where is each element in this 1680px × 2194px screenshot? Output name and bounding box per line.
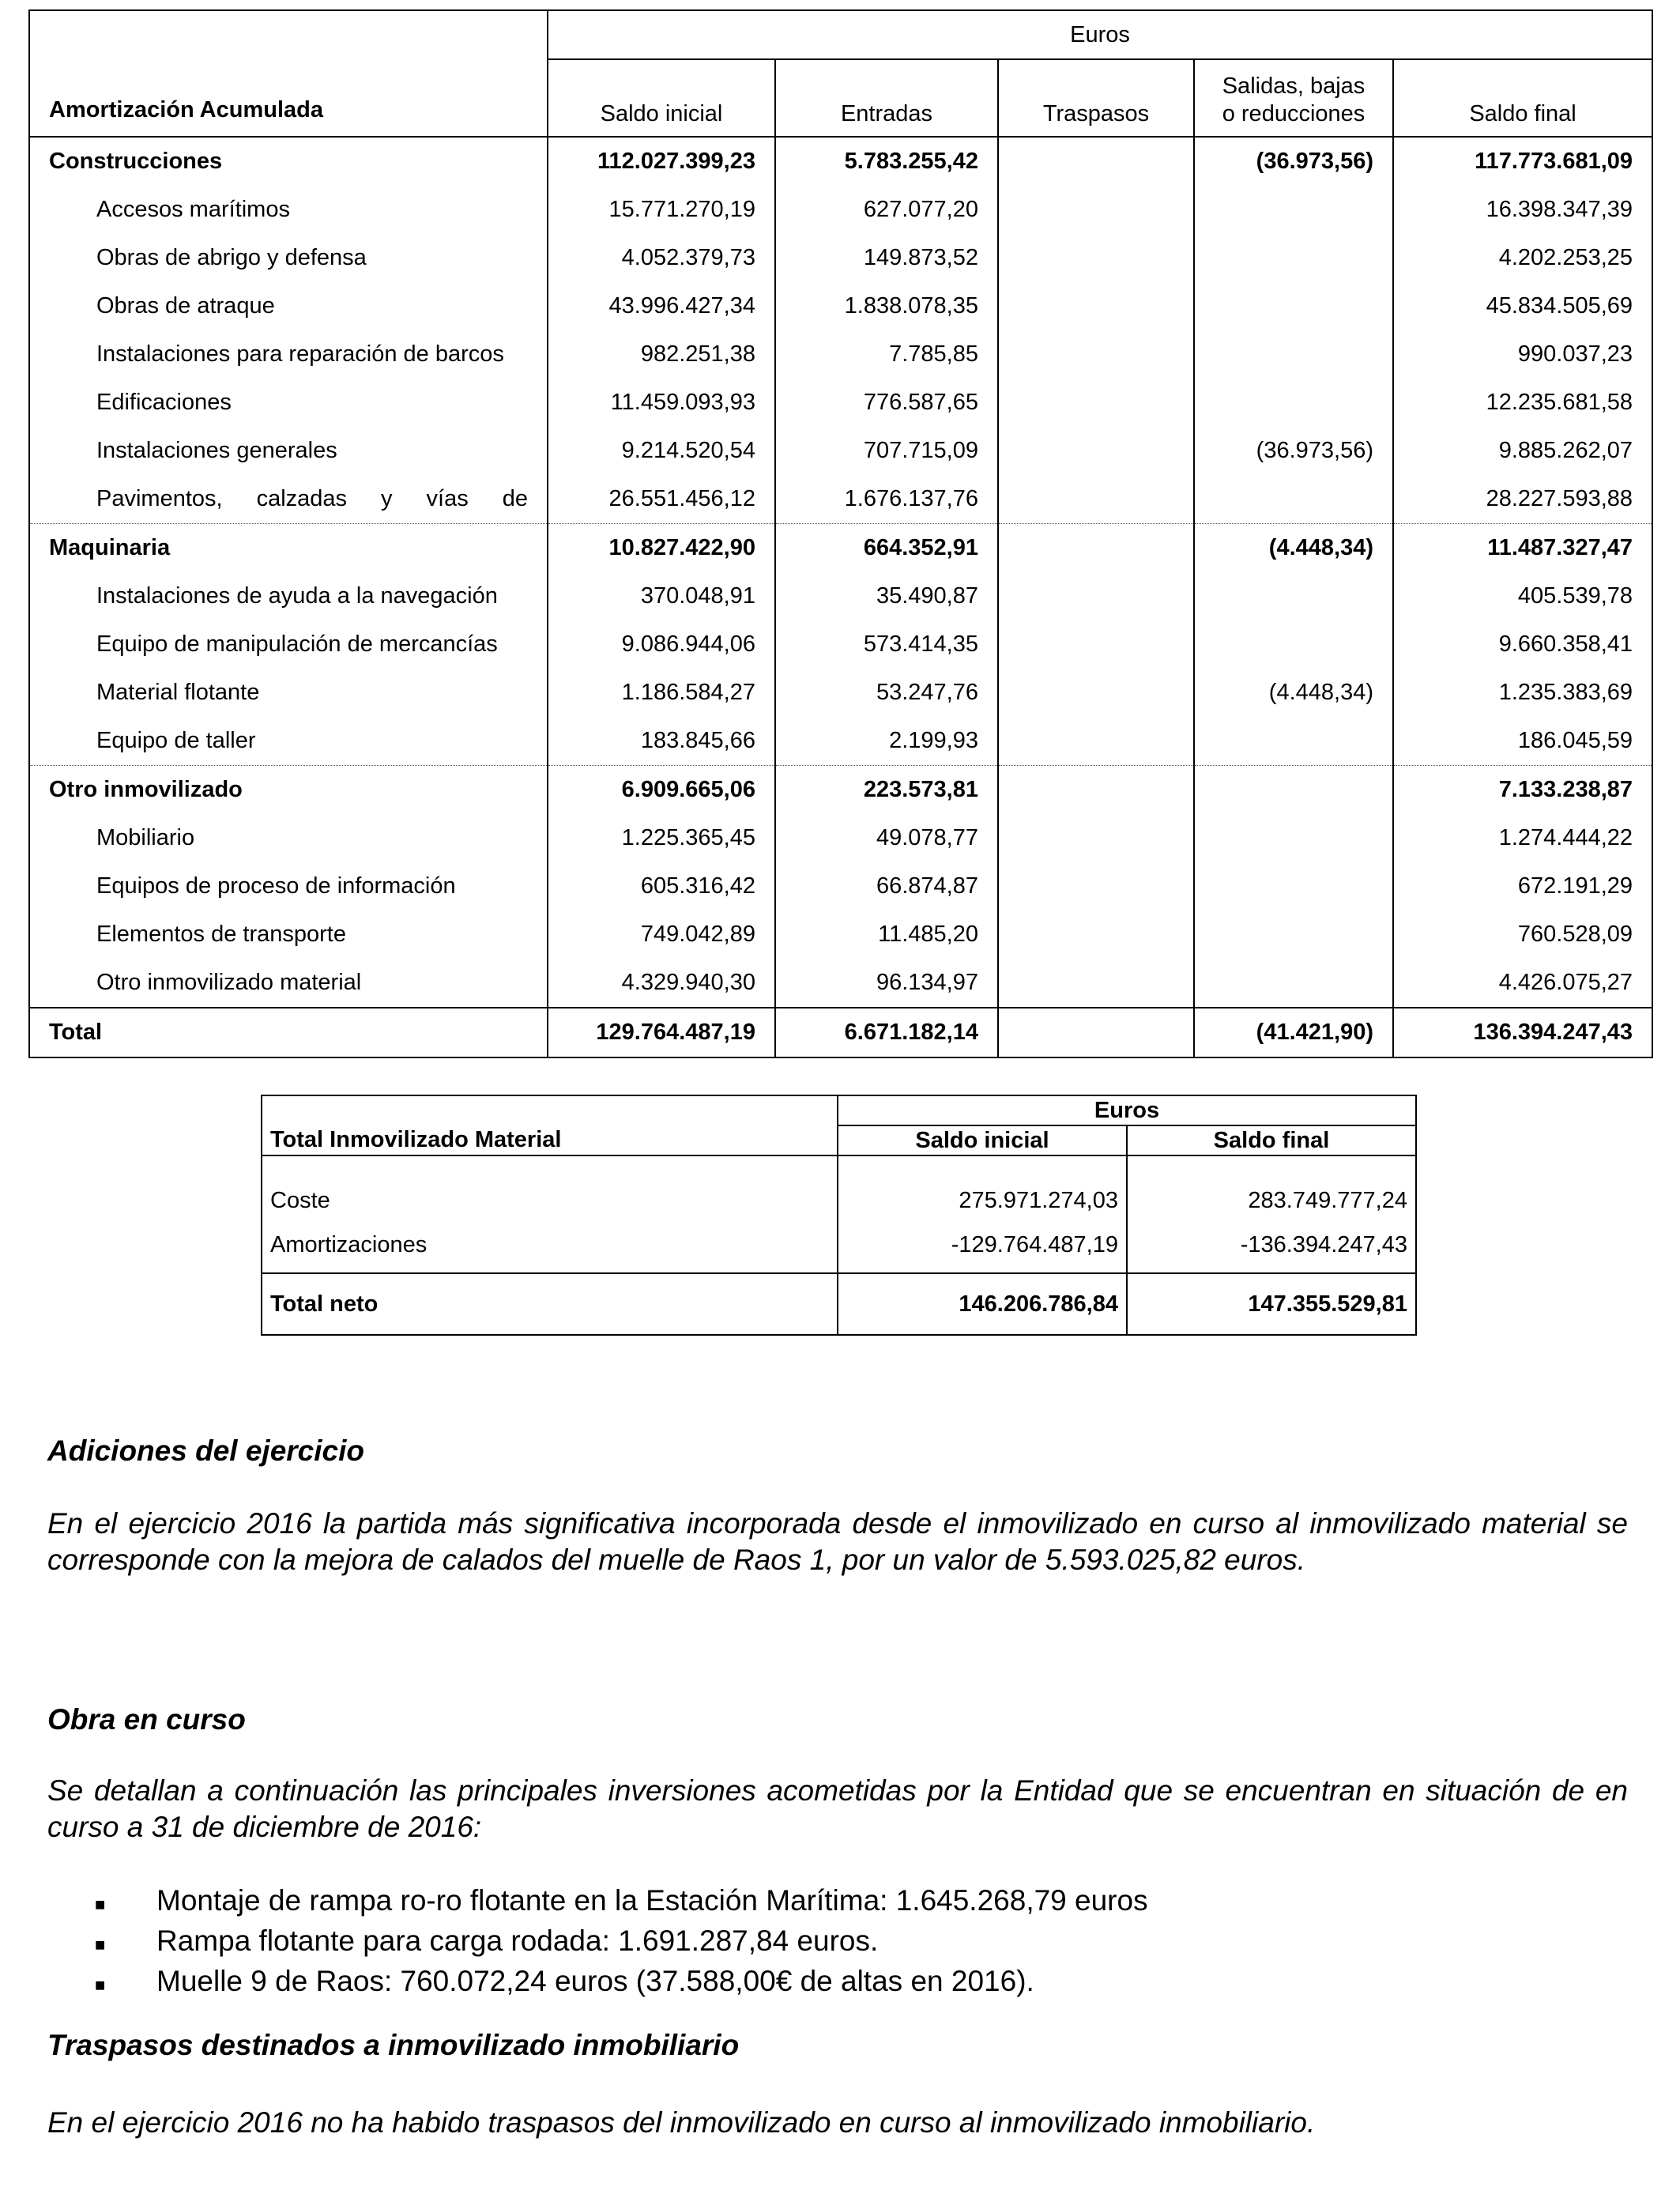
table-cell: 1.186.584,27 — [548, 669, 775, 717]
table-cell — [998, 379, 1194, 427]
table-cell — [1194, 717, 1393, 766]
table-cell: 96.134,97 — [775, 959, 998, 1008]
amortization-header-row-1 — [29, 10, 1652, 59]
table-row — [29, 427, 1652, 475]
row-label-word: de — [502, 486, 528, 511]
amortization-row-label-header: Amortización Acumulada — [29, 10, 548, 137]
table-cell: 1.838.078,35 — [775, 282, 998, 330]
table-cell — [1194, 910, 1393, 959]
amortization-table-body — [29, 137, 1652, 1057]
column-header: Traspasos — [998, 59, 1194, 137]
summary-row — [262, 1217, 1416, 1273]
row-label-word: Pavimentos, — [96, 486, 223, 511]
table-cell: (4.448,34) — [1194, 669, 1393, 717]
summary-row-label: Coste — [262, 1155, 838, 1217]
table-cell: 1.274.444,22 — [1393, 814, 1652, 862]
row-label: Otro inmovilizado — [29, 766, 548, 815]
table-row — [29, 862, 1652, 910]
summary-column-header: Saldo inicial — [838, 1125, 1127, 1155]
row-label: Equipo de manipulación de mercancías — [29, 620, 548, 669]
summary-cell: -129.764.487,19 — [838, 1217, 1127, 1273]
table-cell: 707.715,09 — [775, 427, 998, 475]
table-cell — [998, 910, 1194, 959]
list-item — [95, 1923, 1596, 1963]
row-label-word: calzadas — [256, 486, 348, 511]
table-cell — [1194, 234, 1393, 282]
table-cell — [998, 862, 1194, 910]
list-item — [95, 1883, 1596, 1923]
row-label: Edificaciones — [29, 379, 548, 427]
table-cell: 4.426.075,27 — [1393, 959, 1652, 1008]
summary-euros-header: Euros — [838, 1095, 1416, 1125]
row-label: Obras de abrigo y defensa — [29, 234, 548, 282]
row-label: Mobiliario — [29, 814, 548, 862]
table-cell: 186.045,59 — [1393, 717, 1652, 766]
table-cell: 223.573,81 — [775, 766, 998, 815]
row-label: Otro inmovilizado material — [29, 959, 548, 1008]
table-cell — [1194, 330, 1393, 379]
column-header: Salidas, bajas o reducciones — [1194, 59, 1393, 137]
row-label: Elementos de transporte — [29, 910, 548, 959]
row-label: Material flotante — [29, 669, 548, 717]
column-header: Saldo final — [1393, 59, 1652, 137]
table-cell — [998, 137, 1194, 186]
total-row — [29, 1008, 1652, 1057]
table-cell: 749.042,89 — [548, 910, 775, 959]
table-cell — [998, 717, 1194, 766]
list-item-text: Montaje de rampa ro-ro flotante en la Estación Marítima: 1.645.268,79 euros — [156, 1884, 1148, 1917]
table-row — [29, 959, 1652, 1008]
column-header: Entradas — [775, 59, 998, 137]
table-cell: 26.551.456,12 — [548, 475, 775, 524]
summary-total-label: Total neto — [262, 1273, 838, 1335]
table-cell — [998, 282, 1194, 330]
table-cell: 129.764.487,19 — [548, 1008, 775, 1057]
table-cell: 28.227.593,88 — [1393, 475, 1652, 524]
table-row — [29, 572, 1652, 620]
table-row — [29, 234, 1652, 282]
table-cell: (4.448,34) — [1194, 524, 1393, 573]
group-row — [29, 137, 1652, 186]
table-cell: 9.885.262,07 — [1393, 427, 1652, 475]
section-heading-obra: Obra en curso — [47, 1703, 246, 1736]
table-cell: 664.352,91 — [775, 524, 998, 573]
table-cell: 12.235.681,58 — [1393, 379, 1652, 427]
bullet-square-icon: ■ — [95, 1894, 106, 1914]
summary-row — [262, 1155, 1416, 1217]
summary-cell: -136.394.247,43 — [1127, 1217, 1416, 1273]
summary-row-label: Amortizaciones — [262, 1217, 838, 1273]
table-cell: (36.973,56) — [1194, 427, 1393, 475]
summary-table — [261, 1095, 1417, 1336]
table-row — [29, 910, 1652, 959]
table-cell: 4.202.253,25 — [1393, 234, 1652, 282]
table-cell: 982.251,38 — [548, 330, 775, 379]
row-label — [29, 475, 548, 524]
row-label: Maquinaria — [29, 524, 548, 573]
section-text-obra: Se detallan a continuación las principales inversiones acometidas por la Entidad que se encuentran en situación de en curso a 31 de diciembre de 2016: — [47, 1774, 1628, 1843]
table-cell — [1194, 959, 1393, 1008]
table-cell: (36.973,56) — [1194, 137, 1393, 186]
table-cell: 1.225.365,45 — [548, 814, 775, 862]
table-cell — [998, 524, 1194, 573]
table-cell: 7.133.238,87 — [1393, 766, 1652, 815]
table-cell: 7.785,85 — [775, 330, 998, 379]
table-row — [29, 669, 1652, 717]
table-cell — [998, 1008, 1194, 1057]
row-label: Equipos de proceso de información — [29, 862, 548, 910]
summary-cell: 283.749.777,24 — [1127, 1155, 1416, 1217]
table-cell: 53.247,76 — [775, 669, 998, 717]
table-cell: 66.874,87 — [775, 862, 998, 910]
table-cell: 11.487.327,47 — [1393, 524, 1652, 573]
table-cell: 11.485,20 — [775, 910, 998, 959]
table-cell — [1194, 766, 1393, 815]
row-label: Equipo de taller — [29, 717, 548, 766]
summary-total-cell: 146.206.786,84 — [838, 1273, 1127, 1335]
table-cell — [1194, 475, 1393, 524]
amortization-table — [28, 9, 1653, 1058]
table-cell: 1.235.383,69 — [1393, 669, 1652, 717]
table-cell — [998, 234, 1194, 282]
list-item-text: Muelle 9 de Raos: 760.072,24 euros (37.588,00€ de altas en 2016). — [156, 1965, 1034, 1997]
table-cell — [998, 572, 1194, 620]
list-item-text: Rampa flotante para carga rodada: 1.691.287,84 euros. — [156, 1924, 879, 1957]
table-cell: 672.191,29 — [1393, 862, 1652, 910]
row-label-justified — [96, 486, 528, 512]
table-cell — [1194, 620, 1393, 669]
table-cell — [1194, 572, 1393, 620]
table-cell — [998, 330, 1194, 379]
table-cell: 370.048,91 — [548, 572, 775, 620]
summary-cell: 275.971.274,03 — [838, 1155, 1127, 1217]
row-label: Total — [29, 1008, 548, 1057]
table-cell: (41.421,90) — [1194, 1008, 1393, 1057]
section-heading-traspasos: Traspasos destinados a inmovilizado inmobiliario — [47, 2029, 740, 2061]
column-header: Saldo inicial — [548, 59, 775, 137]
table-cell — [1194, 862, 1393, 910]
euros-header: Euros — [548, 10, 1652, 59]
table-cell: 6.909.665,06 — [548, 766, 775, 815]
table-cell: 776.587,65 — [775, 379, 998, 427]
table-cell: 6.671.182,14 — [775, 1008, 998, 1057]
table-row — [29, 717, 1652, 766]
table-cell — [998, 766, 1194, 815]
table-cell: 2.199,93 — [775, 717, 998, 766]
table-cell: 117.773.681,09 — [1393, 137, 1652, 186]
table-cell: 149.873,52 — [775, 234, 998, 282]
table-cell: 43.996.427,34 — [548, 282, 775, 330]
table-cell: 9.660.358,41 — [1393, 620, 1652, 669]
table-cell — [1194, 379, 1393, 427]
table-cell: 9.214.520,54 — [548, 427, 775, 475]
table-cell: 5.783.255,42 — [775, 137, 998, 186]
obra-bullet-list — [95, 1883, 1596, 2004]
table-row — [29, 814, 1652, 862]
table-cell — [998, 427, 1194, 475]
table-cell: 45.834.505,69 — [1393, 282, 1652, 330]
summary-row-label-header: Total Inmovilizado Material — [262, 1095, 838, 1155]
table-cell — [998, 186, 1194, 234]
table-cell: 11.459.093,93 — [548, 379, 775, 427]
table-cell: 16.398.347,39 — [1393, 186, 1652, 234]
table-cell: 15.771.270,19 — [548, 186, 775, 234]
bullet-square-icon: ■ — [95, 1935, 106, 1955]
summary-column-header: Saldo final — [1127, 1125, 1416, 1155]
row-label: Instalaciones generales — [29, 427, 548, 475]
table-cell — [998, 620, 1194, 669]
table-row — [29, 620, 1652, 669]
summary-header-row-1 — [262, 1095, 1416, 1125]
group-row — [29, 766, 1652, 815]
table-cell — [998, 475, 1194, 524]
table-cell — [998, 959, 1194, 1008]
table-row — [29, 186, 1652, 234]
bullet-square-icon: ■ — [95, 1975, 106, 1995]
summary-total-cell: 147.355.529,81 — [1127, 1273, 1416, 1335]
table-cell — [1194, 282, 1393, 330]
group-row — [29, 524, 1652, 573]
table-cell — [1194, 186, 1393, 234]
list-item — [95, 1963, 1596, 2004]
row-label: Construcciones — [29, 137, 548, 186]
table-cell: 9.086.944,06 — [548, 620, 775, 669]
table-row — [29, 475, 1652, 524]
row-label-word: y — [381, 486, 393, 511]
row-label-word: vías — [426, 486, 469, 511]
table-cell: 4.329.940,30 — [548, 959, 775, 1008]
table-cell: 605.316,42 — [548, 862, 775, 910]
row-label: Instalaciones para reparación de barcos — [29, 330, 548, 379]
table-cell — [998, 814, 1194, 862]
table-cell: 112.027.399,23 — [548, 137, 775, 186]
table-cell: 4.052.379,73 — [548, 234, 775, 282]
table-cell — [1194, 814, 1393, 862]
table-cell: 35.490,87 — [775, 572, 998, 620]
section-text-traspasos: En el ejercicio 2016 no ha habido traspasos del inmovilizado en curso al inmovilizado inmobiliario. — [47, 2106, 1316, 2139]
table-cell: 573.414,35 — [775, 620, 998, 669]
table-row — [29, 282, 1652, 330]
table-cell: 990.037,23 — [1393, 330, 1652, 379]
table-cell: 49.078,77 — [775, 814, 998, 862]
table-cell: 405.539,78 — [1393, 572, 1652, 620]
row-label: Accesos marítimos — [29, 186, 548, 234]
table-cell — [998, 669, 1194, 717]
table-cell: 1.676.137,76 — [775, 475, 998, 524]
row-label: Obras de atraque — [29, 282, 548, 330]
table-cell: 136.394.247,43 — [1393, 1008, 1652, 1057]
table-row — [29, 379, 1652, 427]
table-cell: 183.845,66 — [548, 717, 775, 766]
summary-total-row — [262, 1273, 1416, 1335]
section-heading-adiciones: Adiciones del ejercicio — [47, 1434, 364, 1467]
row-label: Instalaciones de ayuda a la navegación — [29, 572, 548, 620]
table-cell: 10.827.422,90 — [548, 524, 775, 573]
section-text-adiciones: En el ejercicio 2016 la partida más significativa incorporada desde el inmovilizado en curso al inmovilizado material se corresponde con la mejora de calados del muelle de Raos 1, por un valor de 5.593.025,82 euros. — [47, 1507, 1628, 1576]
table-row — [29, 330, 1652, 379]
table-cell: 760.528,09 — [1393, 910, 1652, 959]
table-cell: 627.077,20 — [775, 186, 998, 234]
